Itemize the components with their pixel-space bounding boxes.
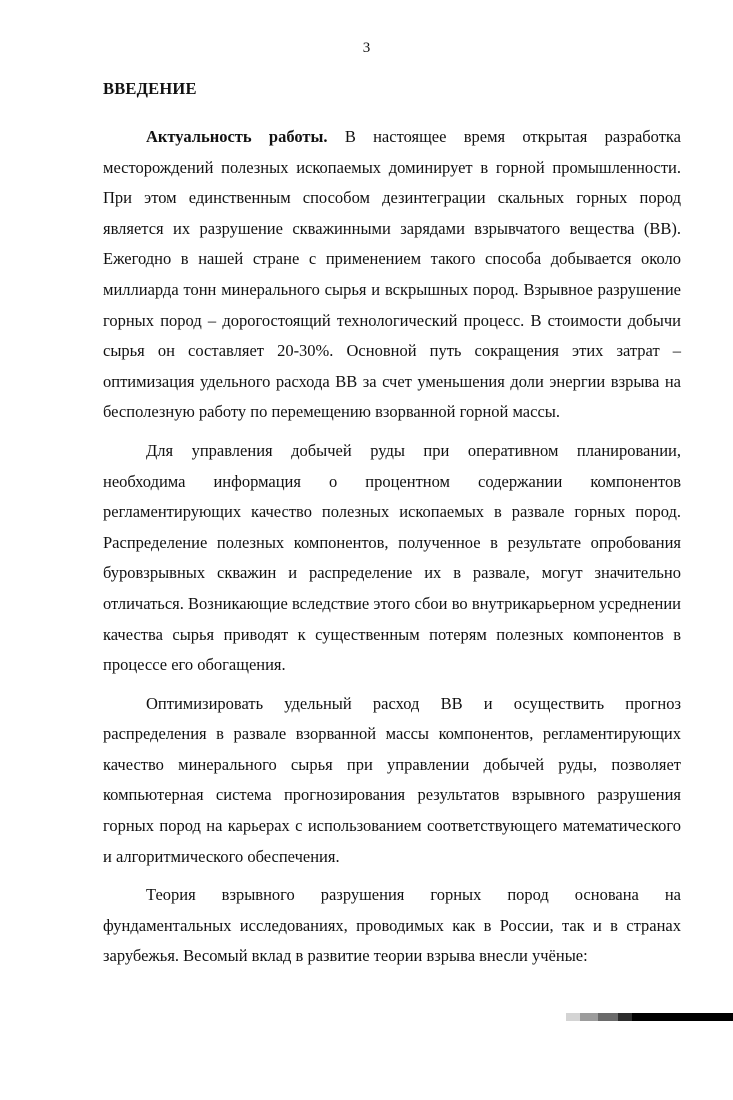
scan-bar-segment [632, 1013, 733, 1021]
page-number: 3 [362, 40, 371, 56]
paragraph-lead: Актуальность работы. [146, 127, 328, 146]
scan-bar-segment [618, 1013, 632, 1021]
paragraph-relevance [103, 122, 681, 428]
section-heading: ВВЕДЕНИЕ [103, 79, 197, 98]
scan-bar-segment [598, 1013, 618, 1021]
scan-bar-segment [580, 1013, 598, 1021]
scan-calibration-bar [566, 1013, 733, 1021]
paragraph-ore-management: Для управления добычей руды при оперативном планировании, необходима информация о процентном содержании компонентов регламентирующих качество полезных ископаемых в развале горных пород. Распределение полезных компонентов, полученное в результате опробования буровзрывных скважин и распределение их в развале, могут значительно отличаться. Возникающие вследствие этого сбои во внутрикарьерном усреднении качества сырья приводят к существенным потерям полезных компонентов в процессе его обогащения. [103, 440, 681, 675]
paragraph-text: В настоящее время открытая разработка месторождений полезных ископаемых доминирует в горной промышленности. При этом единственным способом дезинтеграции скальных горных пород является их разрушение скважинными зарядами взрывчатого вещества (ВВ). Ежегодно в нашей стране с применением такого способа добывается около миллиарда тонн минерального сырья и вскрышных пород. Взрывное разрушение горных пород – дорогостоящий технологический процесс. В стоимости добычи сырья он составляет 20-30%. Основной путь сокращения этих затрат – оптимизация удельного расхода ВВ за счет уменьшения доли энергии взрыва на бесполезную работу по перемещению взорванной горной массы. [103, 127, 681, 422]
body-text [103, 122, 681, 972]
scan-bar-segment [566, 1013, 580, 1021]
paragraph-theory: Теория взрывного разрушения горных пород основана на фундаментальных исследованиях, проводимых как в России, так и в странах зарубежья. Весомый вклад в развитие теории взрыва внесли учёные: [103, 885, 681, 966]
paragraph-optimization: Оптимизировать удельный расход ВВ и осуществить прогноз распределения в развале взорванной массы компонентов, регламентирующих качество минерального сырья при управлении добычей руды, позволяет компьютерная система прогнозирования результатов взрывного разрушения горных пород на карьерах с использованием соответствующего математического и алгоритмического обеспечения. [103, 693, 681, 866]
